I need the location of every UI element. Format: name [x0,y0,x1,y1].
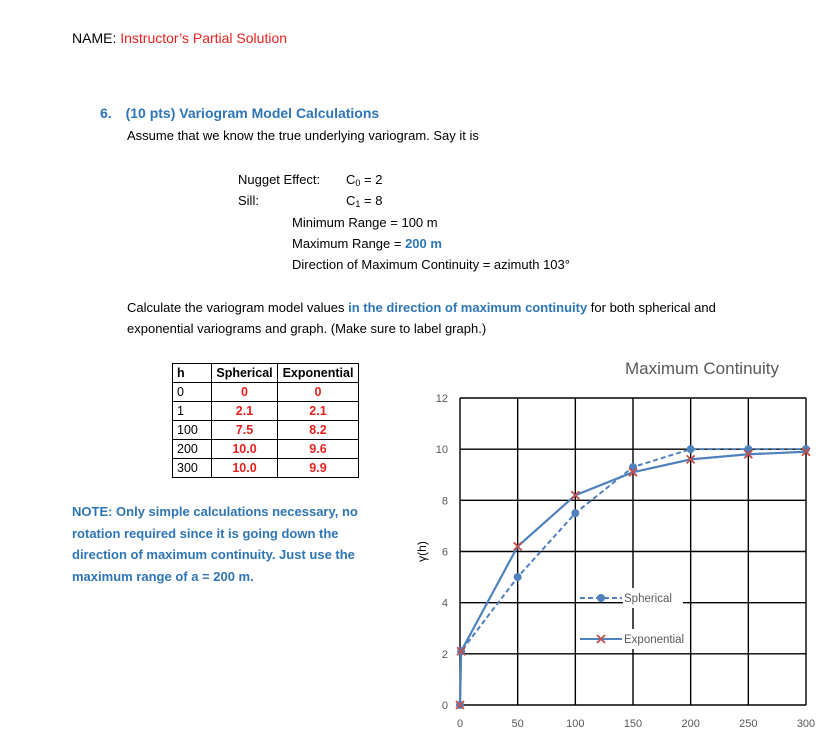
cell-spherical: 0 [212,383,278,402]
nugget-label: Nugget Effect: [238,172,321,187]
header-spherical: Spherical [212,364,278,383]
problem-number: 6. [100,105,112,121]
direction: Direction of Maximum Continuity = azimuth 103° [292,257,570,272]
spherical-point [687,445,695,453]
instructions-line-1 [127,300,716,315]
x-tick-label: 300 [796,718,816,730]
name-value: Instructor’s Partial Solution [120,30,288,46]
y-tick-label: 8 [441,495,448,508]
cell-spherical: 2.1 [212,402,278,421]
cell-h: 100 [173,421,212,440]
max-range [292,236,442,251]
c1-number: = 8 [360,193,383,208]
instructions-highlight: in the direction of maximum continuity [348,300,588,315]
c0-value [346,172,382,188]
y-tick-label: 2 [441,648,448,661]
y-axis-label: γ(h) [415,541,429,562]
cell-exponential: 9.6 [278,440,359,459]
legend-exponential-label: Exponential [624,634,685,646]
legend-spherical-label: Spherical [624,593,672,605]
header-h: h [173,364,212,383]
cell-exponential: 9.9 [278,459,359,478]
y-tick-label: 12 [435,393,448,405]
cell-spherical: 10.0 [212,459,278,478]
spherical-point [514,573,522,581]
instructions-line-2: exponential variograms and graph. (Make sure to label graph.) [127,321,487,336]
cell-spherical: 10.0 [212,440,278,459]
y-tick-label: 6 [441,546,448,559]
x-tick-label: 250 [739,718,758,730]
max-range-label: Maximum Range = [292,236,406,251]
cell-spherical: 7.5 [212,421,278,440]
cell-h: 200 [173,440,212,459]
y-tick-label: 10 [435,444,448,457]
c1-sub: 1 [355,199,361,209]
cell-exponential: 0 [278,383,359,402]
problem-intro: Assume that we know the true underlying variogram. Say it is [127,128,479,143]
instructions-part1: Calculate the variogram model values [127,300,349,315]
variogram-chart [400,350,836,733]
legend-spherical-marker [597,594,605,602]
x-tick-label: 50 [511,718,524,730]
c0-number: = 2 [360,172,383,187]
instructions-part2: for both spherical and [587,300,716,315]
y-tick-label: 4 [441,597,448,610]
cell-h: 1 [173,402,212,421]
c1-prefix: C [346,193,356,208]
x-tick-label: 100 [566,718,585,730]
variogram-table [172,363,359,478]
header-exponential: Exponential [278,364,359,383]
table-row [173,383,359,402]
y-tick-label: 0 [441,700,448,712]
x-tick-label: 0 [456,718,464,730]
spherical-point [571,509,579,517]
x-tick-label: 200 [681,718,700,730]
table-header-row [173,364,359,383]
max-range-value: 200 m [405,236,442,251]
sill-label: Sill: [238,193,259,208]
c1-value [346,193,382,209]
c0-sub: 0 [355,178,361,188]
c0-prefix: C [346,172,356,187]
table-row [173,402,359,421]
table-row [173,459,359,478]
name-label: NAME: [72,30,117,46]
cell-h: 0 [173,383,212,402]
table-row [173,421,359,440]
problem-heading [100,105,379,121]
problem-title: (10 pts) Variogram Model Calculations [125,105,380,121]
name-line [72,30,287,46]
cell-exponential: 8.2 [278,421,359,440]
note-text: NOTE: Only simple calculations necessary, no rotation required since it is going down the direction of maximum continuity. Just use the maximum range of a = 200 m. [72,504,358,584]
table-row [173,440,359,459]
cell-h: 300 [173,459,212,478]
min-range: Minimum Range = 100 m [292,215,438,230]
chart-title: Maximum Continuity [625,359,779,378]
x-tick-label: 150 [623,718,643,730]
cell-exponential: 2.1 [278,402,359,421]
